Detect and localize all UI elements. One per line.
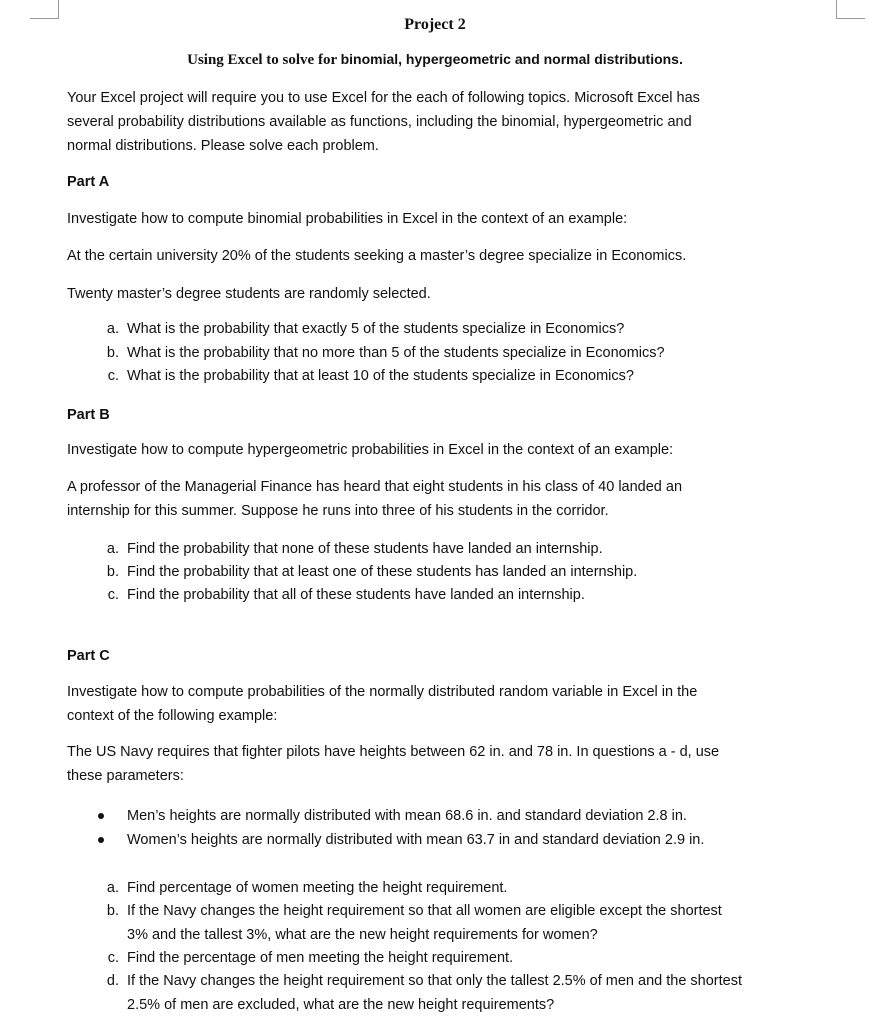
document-title: Project 2 <box>404 16 466 33</box>
part-b-heading: Part B <box>67 407 110 423</box>
part-c-context: The US Navy requires that fighter pilots have heights between 62 in. and 78 in. In questions a - d, use <box>67 744 720 760</box>
part-a-context: Twenty master’s degree students are randomly selected. <box>67 286 431 302</box>
question-text: Find the probability that none of these students have landed an internship. <box>127 541 603 557</box>
question-marker: a. <box>106 321 119 337</box>
part-c-heading: Part C <box>67 648 110 664</box>
document-subtitle <box>0 51 870 69</box>
question-text: What is the probability that at least 10 of the students specialize in Economics? <box>127 368 634 384</box>
question-text-continued: 2.5% of men are excluded, what are the new height requirements? <box>127 997 555 1013</box>
part-a-heading: Part A <box>67 174 110 190</box>
part-b-context: A professor of the Managerial Finance has heard that eight students in his class of 40 landed an <box>67 479 683 495</box>
subtitle-lead: Using Excel to solve for <box>187 52 337 68</box>
question-text: What is the probability that exactly 5 of the students specialize in Economics? <box>127 321 625 337</box>
part-c-context: these parameters: <box>67 768 184 784</box>
part-b-lead: Investigate how to compute hypergeometric probabilities in Excel in the context of an example: <box>67 442 674 458</box>
question-text: Find the probability that at least one of these students has landed an internship. <box>127 564 638 580</box>
intro-line: several probability distributions available as functions, including the binomial, hypergeometric and <box>67 114 692 130</box>
subtitle-rest: binomial, hypergeometric and normal distributions. <box>340 51 683 67</box>
question-marker: c. <box>107 587 119 603</box>
question-marker: c. <box>107 950 119 966</box>
question-marker: b. <box>106 903 119 919</box>
part-c-lead: Investigate how to compute probabilities of the normally distributed random variable in Excel in the <box>67 684 698 700</box>
part-b-context: internship for this summer. Suppose he runs into three of his students in the corridor. <box>67 503 609 519</box>
question-marker: a. <box>106 880 119 896</box>
question-text: Find percentage of women meeting the height requirement. <box>127 880 508 896</box>
part-a-lead: Investigate how to compute binomial probabilities in Excel in the context of an example: <box>67 211 628 227</box>
intro-line: normal distributions. Please solve each problem. <box>67 138 379 154</box>
bullet-icon <box>98 837 104 843</box>
question-text-continued: 3% and the tallest 3%, what are the new height requirements for women? <box>127 927 598 943</box>
bullet-text: Men’s heights are normally distributed with mean 68.6 in. and standard deviation 2.8 in. <box>127 808 687 824</box>
question-text: Find the probability that all of these students have landed an internship. <box>127 587 585 603</box>
question-text: Find the percentage of men meeting the height requirement. <box>127 950 514 966</box>
bullet-text: Women’s heights are normally distributed with mean 63.7 in and standard deviation 2.9 in. <box>127 832 705 848</box>
part-a-context: At the certain university 20% of the students seeking a master’s degree specialize in Economics. <box>67 248 687 264</box>
question-marker: b. <box>106 564 119 580</box>
question-marker: a. <box>106 541 119 557</box>
question-marker: b. <box>106 345 119 361</box>
question-marker: c. <box>107 368 119 384</box>
question-marker: d. <box>106 973 119 989</box>
question-text: If the Navy changes the height requirement so that all women are eligible except the shortest <box>127 903 722 919</box>
part-c-lead: context of the following example: <box>67 708 278 724</box>
question-text: If the Navy changes the height requirement so that only the tallest 2.5% of men and the shortest <box>127 973 743 989</box>
bullet-icon <box>98 813 104 819</box>
question-text: What is the probability that no more than 5 of the students specialize in Economics? <box>127 345 665 361</box>
intro-line: Your Excel project will require you to use Excel for the each of following topics. Microsoft Excel has <box>67 90 700 106</box>
